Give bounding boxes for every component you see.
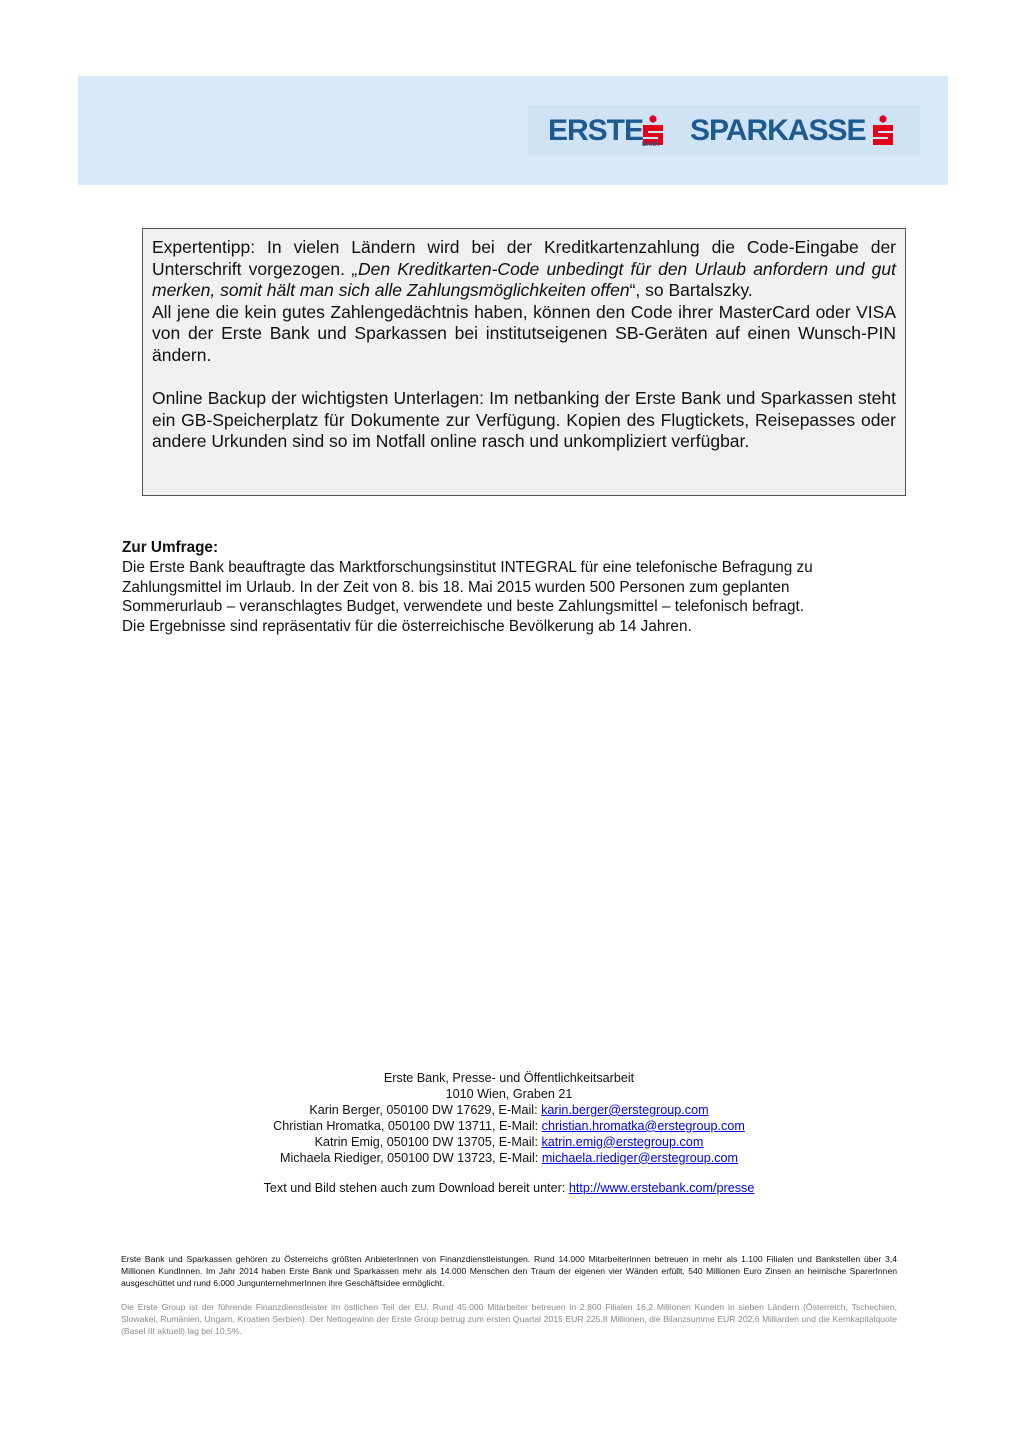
press-contact-block [0, 1071, 1018, 1197]
logo-erste-text: ERSTE [548, 114, 644, 147]
contact-person: Michaela Riediger, 050100 DW 13723, E-Mail: michaela.riediger@erstegroup.com [280, 1150, 738, 1165]
tip-paragraph-1 [152, 237, 896, 302]
survey-title: Zur Umfrage: [122, 539, 219, 556]
expert-tip-box [142, 228, 906, 496]
footer-about-erste-group: Die Erste Group ist der führende Finanzdienstleister im östlichen Teil der EU. Rund 45.000 Mitarbeiter betreuen in 2.800 Filialen 16,2 Millionen Kunden in sieben Ländern (Österreich, Tschechien, Slowakei, Rumänien, Ungarn, Kroatien Serbien). Der Nettogewinn der Erste Group betrug zum ersten Quartal 2015 EUR 225,8 Millionen, die Bilanzsumme EUR 202,6 Milliarden und die Kernkapitalquote (Basel III aktuell) lag bei 10,5%. [121, 1302, 897, 1336]
contact-org: Erste Bank, Presse- und Öffentlichkeitsarbeit [383, 1071, 635, 1085]
email-link[interactable]: karin.berger@erstegroup.com [541, 1102, 709, 1117]
email-link[interactable]: michaela.riediger@erstegroup.com [541, 1150, 738, 1165]
logo-sparkasse-text: SPARKASSE [690, 114, 866, 147]
contact-person: Karin Berger, 050100 DW 17629, E-Mail: karin.berger@erstegroup.com [309, 1102, 709, 1117]
download-link[interactable]: http://www.erstebank.com/presse [568, 1181, 755, 1196]
tip-intro: Expertentipp: In vielen Ländern wird bei der Kreditkartenzahlung die Code-Eingabe der Unterschrift vorgezogen. [152, 237, 896, 279]
tip-quote: „Den Kreditkarten-Code unbedingt für den Urlaub anfordern und gut merken, somit hält man sich alle Zahlungsmöglichkeiten offen [152, 258, 896, 301]
tip-paragraph-3: Online Backup der wichtigsten Unterlagen: Im netbanking der Erste Bank und Sparkassen steht ein GB-Speicherplatz für Dokumente zur Verfügung. Kopien des Flugtickets, Reisepasses oder andere Urkunden sind so im Notfall online rasch und unkompliziert verfügbar. [152, 388, 896, 452]
email-link[interactable]: katrin.emig@erstegroup.com [541, 1134, 704, 1149]
contact-address: 1010 Wien, Graben 21 [445, 1086, 573, 1101]
tip-paragraph-2: All jene die kein gutes Zahlengedächtnis haben, können den Code ihrer MasterCard oder VISA von der Erste Bank und Sparkassen bei institutseigenen SB-Geräten auf einen Wunsch-PIN ändern. [152, 301, 896, 365]
erste-sparkasse-logo [528, 106, 920, 156]
contact-person: Christian Hromatka, 050100 DW 13711, E-Mail: christian.hromatka@erstegroup.com [273, 1118, 745, 1133]
survey-line: Die Erste Bank beauftragte das Marktforschungsinstitut INTEGRAL für eine telefonische Befragung zu [122, 558, 813, 576]
survey-line: Zahlungsmittel im Urlaub. In der Zeit von 8. bis 18. Mai 2015 wurden 500 Personen zum geplanten [122, 578, 790, 596]
logo-bank-subtext: BANK [642, 142, 660, 148]
footer-about-erste-bank: Erste Bank und Sparkassen gehören zu Österreichs größten AnbieterInnen von Finanzdienstleistungen. Rund 14.000 MitarbeiterInnen betreuen in mehr als 1.100 Filialen und Bankstellen über 3,4 Millionen KundInnen. Im Jahr 2014 haben Erste Bank und Sparkassen mehr als 14.000 Menschen den Traum der eigenen vier Wänden erfüllt, 540 Millionen Euro Zinsen an heimische SparerInnen ausgeschüttet und rund 6.000 JungunternehmerInnen ihre Geschäftsidee ermöglicht. [121, 1254, 897, 1288]
survey-section [122, 538, 900, 637]
tip-attribution: “, so Bartalszky. [629, 280, 753, 301]
email-link[interactable]: christian.hromatka@erstegroup.com [541, 1118, 745, 1133]
sparkasse-s-icon-2 [872, 115, 894, 147]
download-line: Text und Bild stehen auch zum Download bereit unter: http://www.erstebank.com/presse [263, 1181, 755, 1196]
contact-person: Katrin Emig, 050100 DW 13705, E-Mail: katrin.emig@erstegroup.com [314, 1134, 704, 1149]
survey-line: Die Ergebnisse sind repräsentativ für die österreichische Bevölkerung ab 14 Jahren. [122, 618, 692, 636]
survey-line: Sommerurlaub – veranschlagtes Budget, verwendete und beste Zahlungsmittel – telefonisch befragt. [122, 598, 804, 616]
